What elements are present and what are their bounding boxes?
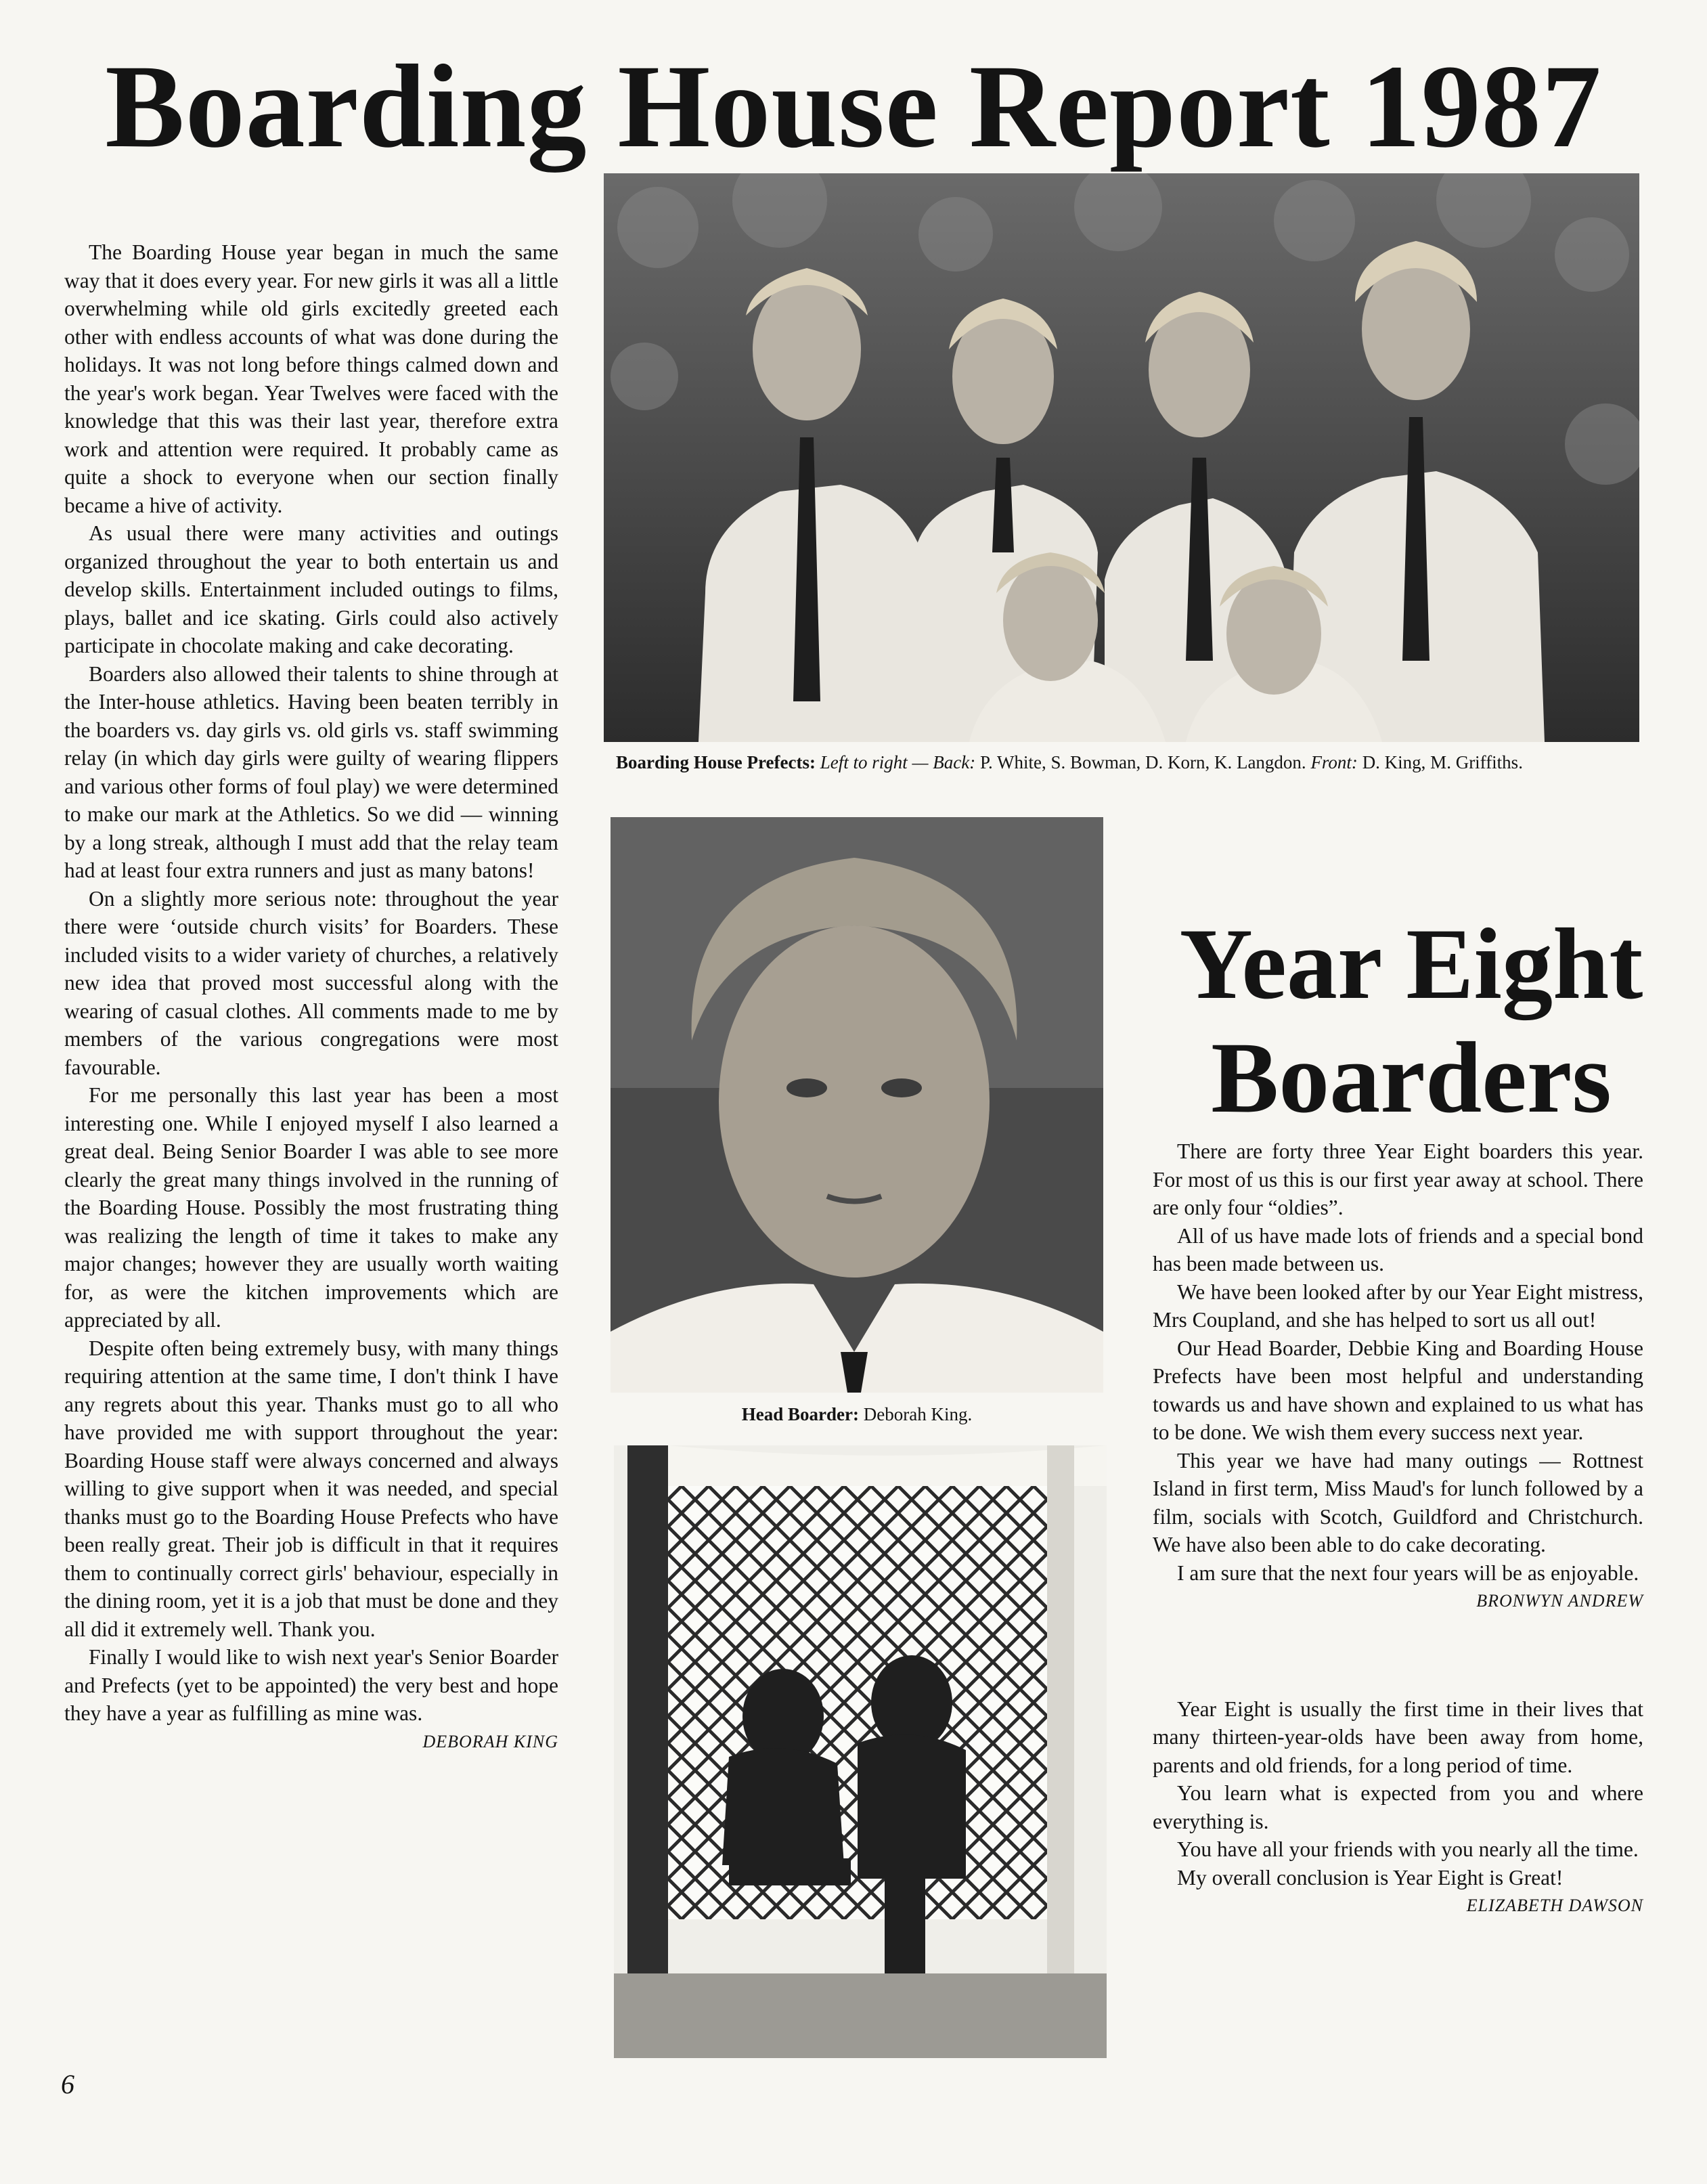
year-eight-paragraph-2: My overall conclusion is Year Eight is Great! (1177, 1865, 1564, 1890)
year-eight-paragraph: There are forty three Year Eight boarders this year. For most of us this is our first year away at school. There are only four “oldies”. (1153, 1139, 1643, 1219)
report-paragraph: Despite often being extremely busy, with many things requiring attention at the same time, I don't think I have any regrets about this year. Thanks must go to all who have provided me with support throughout the year: Boarding House staff were always concerned and always willing to give support when it was needed, and special thanks must go to the Boarding House Prefects who have been really great. Their job is difficult in that it requires them to continually correct girls' behaviour, especially in the dining room, yet it is a job that must be done and they all did it extremely well. Thank you. (64, 1336, 558, 1641)
year-eight-paragraph-2: You learn what is expected from you and where everything is. (1153, 1781, 1643, 1833)
head-boarder-photo (611, 817, 1103, 1393)
page-title: Boarding House Report 1987 (105, 41, 1602, 173)
prefects-caption (616, 751, 1631, 773)
year-eight-column (1153, 1137, 1643, 1920)
page-number: 6 (61, 2069, 74, 2099)
report-author: DEBORAH KING (422, 1731, 558, 1751)
year-eight-author-2: ELIZABETH DAWSON (1466, 1896, 1643, 1915)
section-gap (1153, 1615, 1643, 1695)
report-paragraph: For me personally this last year has been a most interesting one. While I enjoyed myself I also learned a great deal. Being Senior Boarder I was able to see more clearly the great many things involved in the running of the Boarding House. Possibly the most frustrating thing was realizing the length of time it takes to make any major changes; however they are usually worth waiting for, as were the kitchen improvements which are appreciated by all. (64, 1083, 558, 1332)
prefects-caption-lead: Left to right — Back: (820, 752, 976, 772)
year-eight-paragraph: All of us have made lots of friends and a special bond has been made between us. (1153, 1223, 1643, 1275)
year-eight-paragraph-2: You have all your friends with you nearly all the time. (1177, 1837, 1639, 1861)
prefects-front-names: D. King, M. Griffiths. (1362, 752, 1523, 772)
prefects-caption-label: Boarding House Prefects: (616, 752, 816, 772)
year-eight-paragraph: We have been looked after by our Year Eight mistress, Mrs Coupland, and she has helped to sort us all out! (1153, 1280, 1643, 1332)
prefects-front-label: Front: (1310, 752, 1358, 772)
year-eight-title (1144, 907, 1679, 1135)
year-eight-paragraph: I am sure that the next four years will be as enjoyable. (1177, 1560, 1639, 1585)
head-boarder-caption-label: Head Boarder: (741, 1404, 859, 1424)
prefects-back-names: P. White, S. Bowman, D. Korn, K. Langdon. (979, 752, 1306, 772)
year-eight-title-line1: Year Eight (1179, 908, 1643, 1020)
report-paragraph: Finally I would like to wish next year's Senior Boarder and Prefects (yet to be appointed) the very best and hope they have a year as fulfilling as mine was. (64, 1645, 558, 1725)
head-boarder-caption-name: Deborah King. (863, 1404, 973, 1424)
prefects-photo (604, 173, 1639, 742)
report-column (64, 238, 558, 1755)
report-paragraph: As usual there were many activities and outings organized throughout the year to both entertain us and develop skills. Entertainment included outings to films, plays, ballet and ice skating. Girls could also actively participate in chocolate making and cake decorating. (64, 521, 558, 657)
year-eight-paragraph: This year we have had many outings — Rottnest Island in first term, Miss Maud's for lunch followed by a film, socials with Scotch, Guildford and Christchurch. We have also been able to do cake decorating. (1153, 1448, 1643, 1556)
year-eight-paragraph: Our Head Boarder, Debbie King and Boarding House Prefects have been most helpful and understanding towards us and have shown and explained to us what has to be done. We wish them every success next year. (1153, 1336, 1643, 1444)
report-paragraph: On a slightly more serious note: throughout the year there were ‘outside church visits’ for Boarders. These included visits to a wider variety of churches, a relatively new idea that proved most successful along with the wearing of casual clothes. All comments made to me by members of the various congregations were most favourable. (64, 886, 558, 1079)
head-boarder-caption (611, 1403, 1103, 1425)
year-eight-title-line2: Boarders (1211, 1022, 1612, 1134)
year-eight-paragraph-2: Year Eight is usually the first time in their lives that many thirteen-year-olds have been away from home, parents and old friends, for a long period of time. (1153, 1697, 1643, 1777)
report-paragraph: Boarders also allowed their talents to shine through at the Inter-house athletics. Having been beaten terribly in the boarders vs. day girls vs. old girls vs. staff swimming relay (in which day girls were guilty of wearing flippers and various other forms of foul play) we were determined to make our mark at the Athletics. So we did — winning by a long streak, although I must add that the relay team had at least four extra runners and just as many batons! (64, 661, 558, 882)
gazebo-photo (614, 1445, 1107, 2058)
report-paragraph: The Boarding House year began in much the same way that it does every year. For new girls it was all a little overwhelming while old girls excitedly greeted each other with endless accounts of what was done during the holidays. It was not long before things calmed down and the year's work began. Year Twelves were faced with the knowledge that this was their last year, therefore extra work and attention were required. It probably came as quite a shock to everyone when our section finally became a hive of activity. (64, 240, 558, 517)
year-eight-author-1: BRONWYN ANDREW (1476, 1591, 1643, 1611)
